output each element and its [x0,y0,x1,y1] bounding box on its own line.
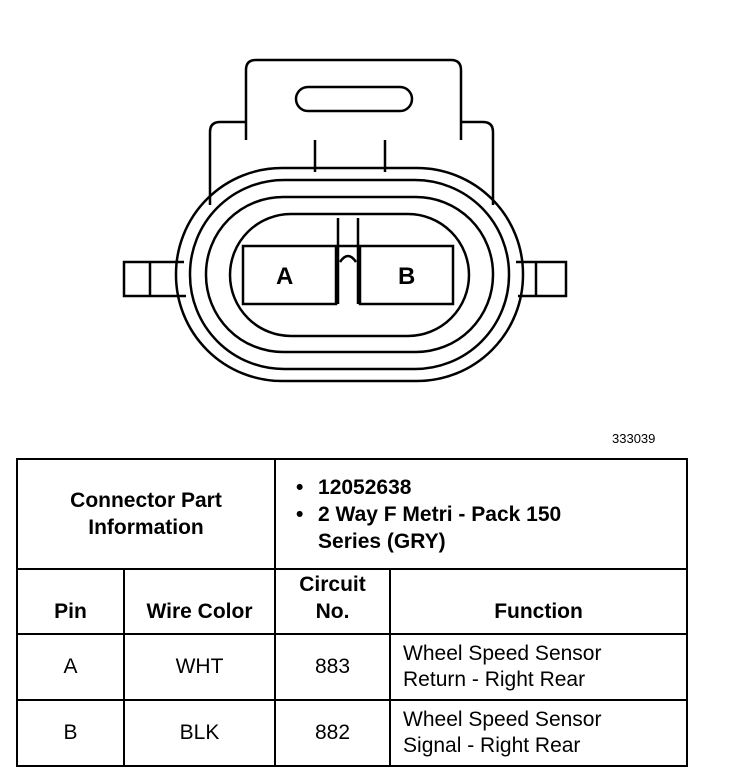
wire-color-cell: BLK [124,700,275,766]
pin-cell: B [17,700,124,766]
pin-b-label: B [398,263,416,290]
function-cell: Wheel Speed Sensor Return - Right Rear [390,634,687,700]
figure-id: 333039 [612,431,656,446]
part-number: • 12052638 [296,475,412,499]
function-cell: Wheel Speed Sensor Signal - Right Rear [390,700,687,766]
circuit-cell: 882 [275,700,390,766]
tab-slot [296,87,412,111]
connector-part-info-label: Connector Part Information [17,459,275,569]
locking-tab [246,60,461,140]
wire-color-cell: WHT [124,634,275,700]
pin-cell: A [17,634,124,700]
info-row [17,459,687,569]
wire-color-header: Wire Color [124,569,275,634]
pin-header: Pin [17,569,124,634]
connector-type: • 2 Way F Metri - Pack 150 Series (GRY) [296,502,562,553]
table-row [17,700,687,766]
connector-part-info-values [275,459,687,569]
connector-info-table [16,458,688,767]
table-row [17,634,687,700]
pin-a-label: A [276,263,294,290]
function-header: Function [390,569,687,634]
circuit-cell: 883 [275,634,390,700]
connector-hood [210,122,493,205]
header-row [17,569,687,634]
pin-cavity [230,214,469,336]
circuit-header: Circuit No. [275,569,390,634]
